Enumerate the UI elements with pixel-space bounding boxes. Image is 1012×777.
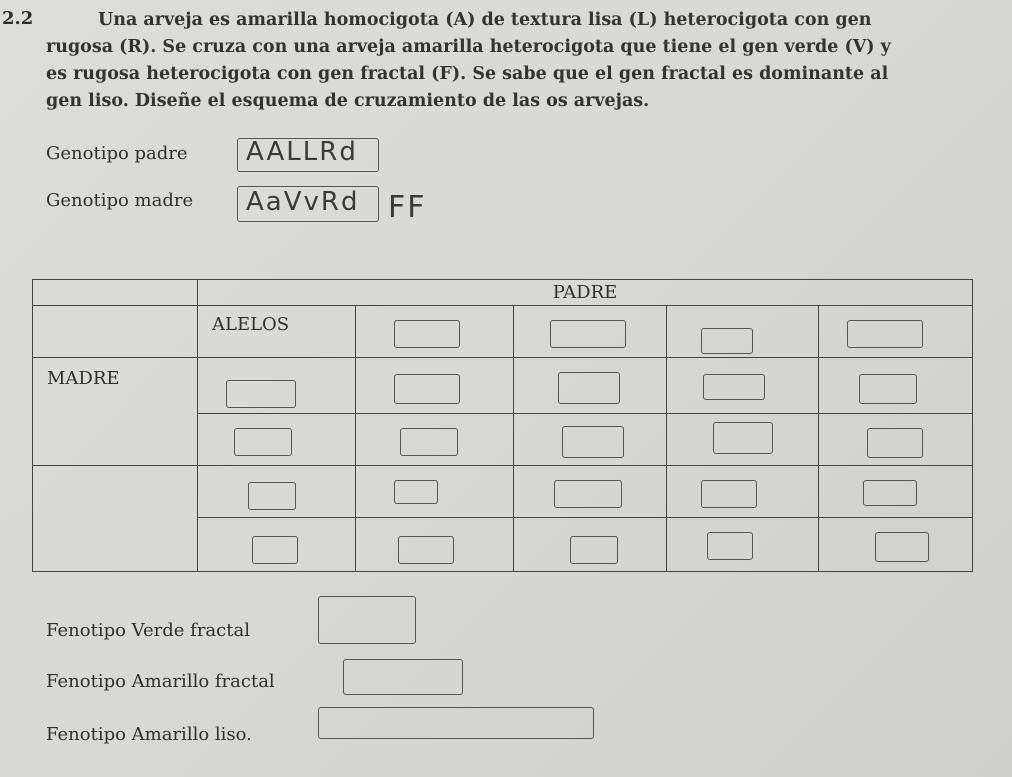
cross-result-box[interactable]: [400, 428, 458, 456]
padre-allele-cell: [667, 306, 819, 358]
question-line-1: Una arveja es amarilla homocigota (A) de textura lisa (L) heterocigota con gen: [98, 10, 872, 30]
cross-cell: [514, 358, 667, 414]
padre-allele-cell: [356, 306, 514, 358]
padre-header-cell: [198, 280, 973, 306]
cross-result-box[interactable]: [398, 536, 454, 564]
cross-result-box[interactable]: [859, 374, 917, 404]
cross-cell: [356, 466, 514, 518]
padre-allele-cell: [819, 306, 973, 358]
cross-cell: [514, 414, 667, 466]
madre-blank-cell: [33, 466, 198, 572]
cross-result-box[interactable]: [562, 426, 624, 458]
madre-allele-box[interactable]: [234, 428, 292, 456]
madre-allele-cell: [198, 414, 356, 466]
genotipo-padre-field[interactable]: [237, 138, 379, 172]
cross-result-box[interactable]: [875, 532, 929, 562]
cross-result-box[interactable]: [394, 374, 460, 404]
fenotipo-amarillo-fractal-box[interactable]: [343, 659, 463, 695]
cross-result-box[interactable]: [701, 480, 757, 508]
punnett-table: [32, 279, 973, 572]
cross-result-box[interactable]: [713, 422, 773, 454]
fenotipo-verde-fractal-label: Fenotipo Verde fractal: [46, 620, 250, 641]
cross-result-box[interactable]: [703, 374, 765, 400]
cross-cell: [667, 466, 819, 518]
cross-result-box[interactable]: [558, 372, 620, 404]
alelos-header-cell: [198, 306, 356, 358]
cross-cell: [667, 518, 819, 572]
padre-allele-box[interactable]: [701, 328, 753, 354]
alelos-header: ALELOS: [212, 314, 290, 335]
fenotipo-amarillo-fractal-label: Fenotipo Amarillo fractal: [46, 671, 275, 692]
madre-allele-cell: [198, 358, 356, 414]
padre-header: PADRE: [552, 282, 618, 303]
cross-cell: [667, 414, 819, 466]
header-corner-cell: [33, 280, 198, 306]
fenotipo-amarillo-liso-box[interactable]: [318, 707, 594, 739]
genotipo-padre-label: Genotipo padre: [46, 143, 188, 164]
padre-allele-box[interactable]: [550, 320, 626, 348]
cross-cell: [356, 414, 514, 466]
cross-cell: [356, 518, 514, 572]
blank-cell: [33, 306, 198, 358]
padre-allele-cell: [514, 306, 667, 358]
question-line-3: es rugosa heterocigota con gen fractal (F). Se sabe que el gen fractal es dominante al: [46, 64, 889, 84]
genotipo-padre-value: AALLRd: [246, 137, 358, 167]
madre-allele-box[interactable]: [226, 380, 296, 408]
cross-cell: [819, 466, 973, 518]
fenotipo-verde-fractal-box[interactable]: [318, 596, 416, 644]
madre-allele-cell: [198, 518, 356, 572]
madre-header-cell: [33, 358, 198, 466]
genotipo-madre-label: Genotipo madre: [46, 190, 194, 211]
padre-allele-box[interactable]: [394, 320, 460, 348]
madre-allele-cell: [198, 466, 356, 518]
cross-result-box[interactable]: [863, 480, 917, 506]
cross-cell: [356, 358, 514, 414]
cross-cell: [514, 466, 667, 518]
cross-result-box[interactable]: [554, 480, 622, 508]
fenotipo-amarillo-liso-label: Fenotipo Amarillo liso.: [46, 724, 252, 745]
question-line-4: gen liso. Diseñe el esquema de cruzamiento de las os arvejas.: [46, 91, 650, 111]
cross-cell: [819, 414, 973, 466]
cross-cell: [819, 518, 973, 572]
cross-cell: [667, 358, 819, 414]
cross-result-box[interactable]: [867, 428, 923, 458]
madre-allele-box[interactable]: [248, 482, 296, 510]
padre-allele-box[interactable]: [847, 320, 923, 348]
genotipo-madre-field[interactable]: [237, 186, 379, 222]
cross-result-box[interactable]: [707, 532, 753, 560]
genotipo-madre-value: AaVvRd: [246, 187, 360, 217]
cross-cell: [514, 518, 667, 572]
cross-result-box[interactable]: [570, 536, 618, 564]
madre-header: MADRE: [47, 368, 120, 389]
madre-allele-box[interactable]: [252, 536, 298, 564]
question-line-2: rugosa (R). Se cruza con una arveja amarilla heterocigota que tiene el gen verde (V) y: [46, 37, 891, 57]
cross-cell: [819, 358, 973, 414]
genotipo-madre-extra: FF: [388, 190, 427, 225]
cross-result-box[interactable]: [394, 480, 438, 504]
question-number: 2.2: [2, 8, 34, 29]
